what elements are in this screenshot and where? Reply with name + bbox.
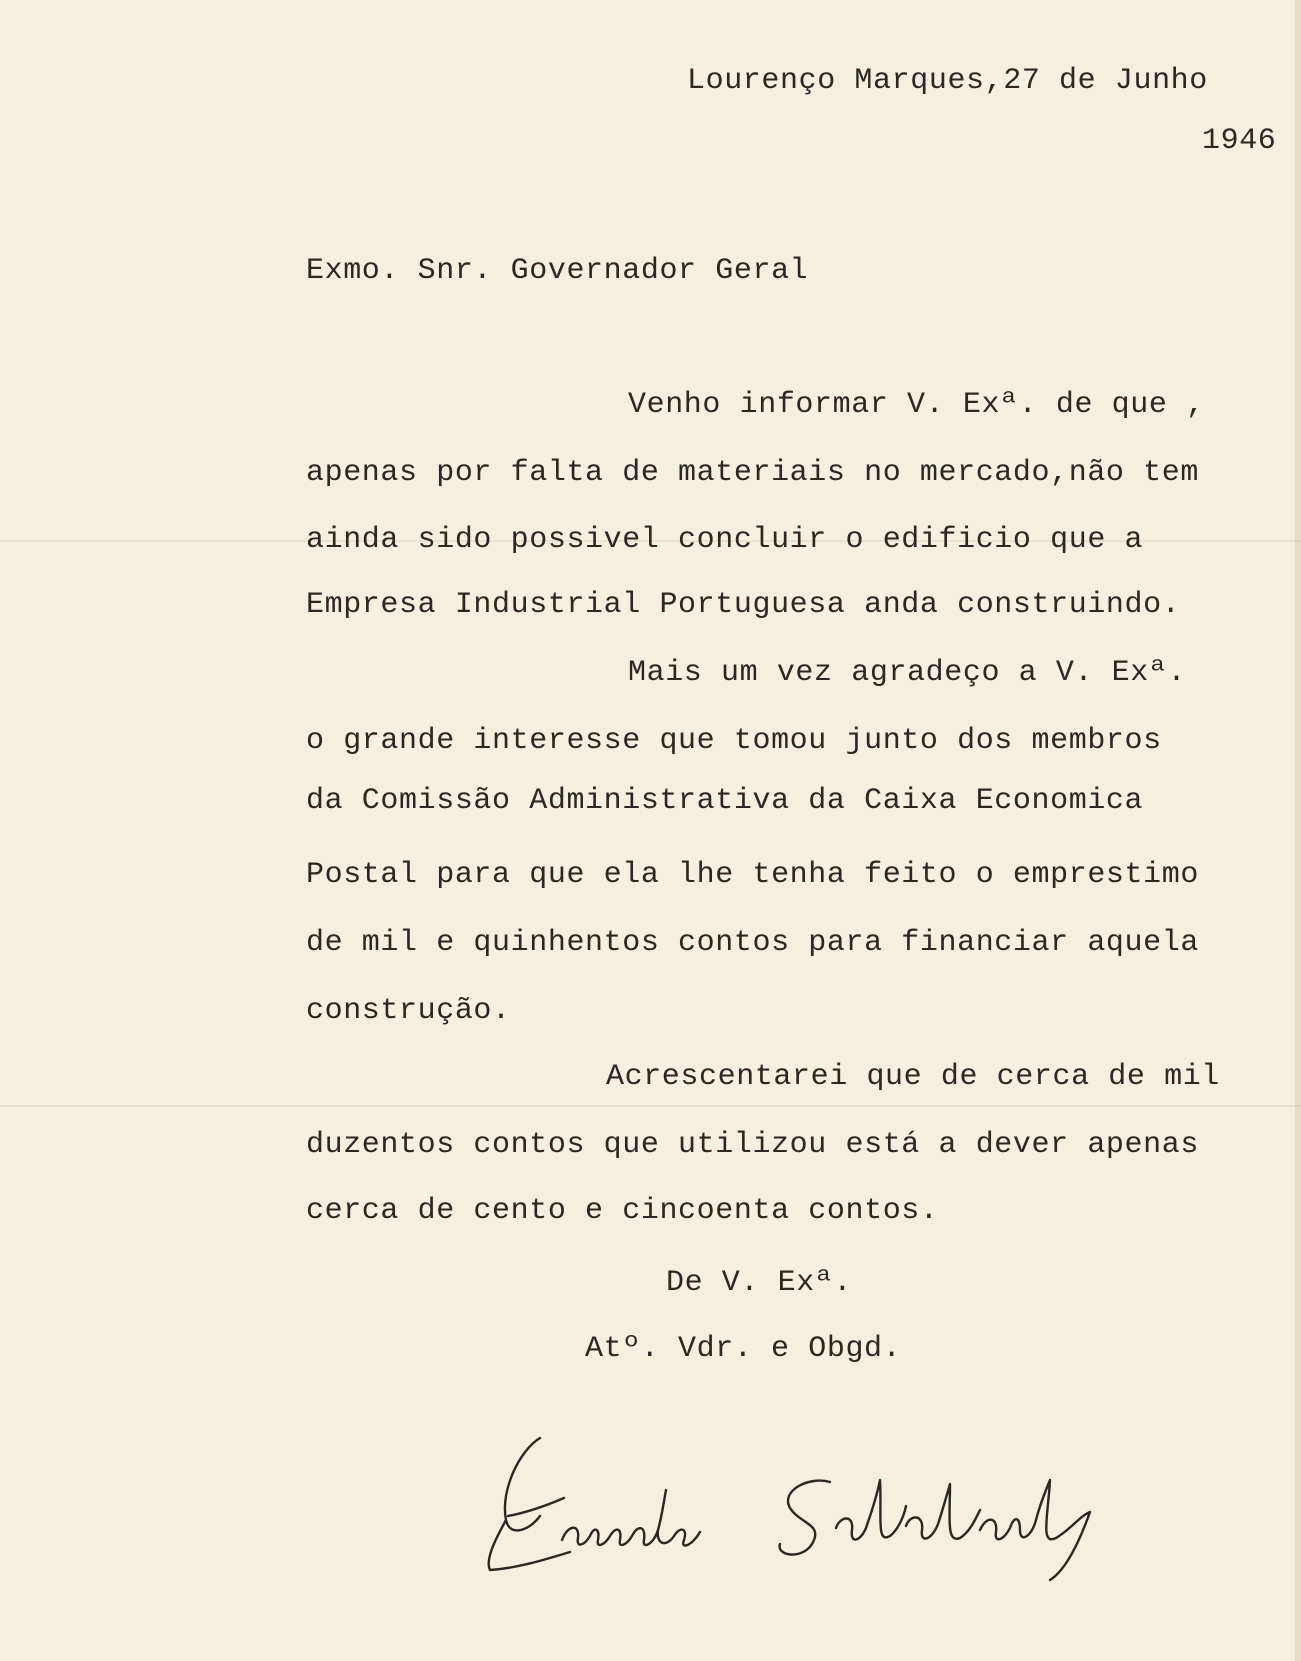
body-line: construção. — [306, 994, 511, 1028]
body-line: Postal para que ela lhe tenha feito o emprestimo — [306, 858, 1199, 892]
body-line: apenas por falta de materiais no mercado,não tem — [306, 456, 1199, 490]
closing-line: De V. Exª. — [666, 1266, 853, 1300]
salutation: Exmo. Snr. Governador Geral — [306, 254, 809, 288]
body-line: de mil e quinhentos contos para financiar aquela — [306, 926, 1199, 960]
paper-edge — [1295, 0, 1301, 1661]
place-date: Lourenço Marques,27 de Junho — [687, 64, 1208, 98]
handwritten-signature — [480, 1420, 1120, 1590]
body-line: ainda sido possivel concluir o edificio que a — [306, 523, 1144, 557]
body-line: da Comissão Administrativa da Caixa Economica — [306, 784, 1144, 818]
body-line: duzentos contos que utilizou está a dever apenas — [306, 1128, 1199, 1162]
closing-line: Atº. Vdr. e Obgd. — [585, 1332, 902, 1366]
date-year: 1946 — [1202, 124, 1277, 158]
body-line: Acrescentarei que de cerca de mil — [606, 1060, 1220, 1094]
body-line: Mais um vez agradeço a V. Exª. — [628, 656, 1187, 690]
body-line: cerca de cento e cincoenta contos. — [306, 1194, 939, 1228]
body-line: Empresa Industrial Portuguesa anda construindo. — [306, 588, 1181, 622]
paper-fold — [0, 1105, 1301, 1107]
body-line: Venho informar V. Exª. de que , — [628, 388, 1205, 422]
body-line: o grande interesse que tomou junto dos membros — [306, 724, 1162, 758]
